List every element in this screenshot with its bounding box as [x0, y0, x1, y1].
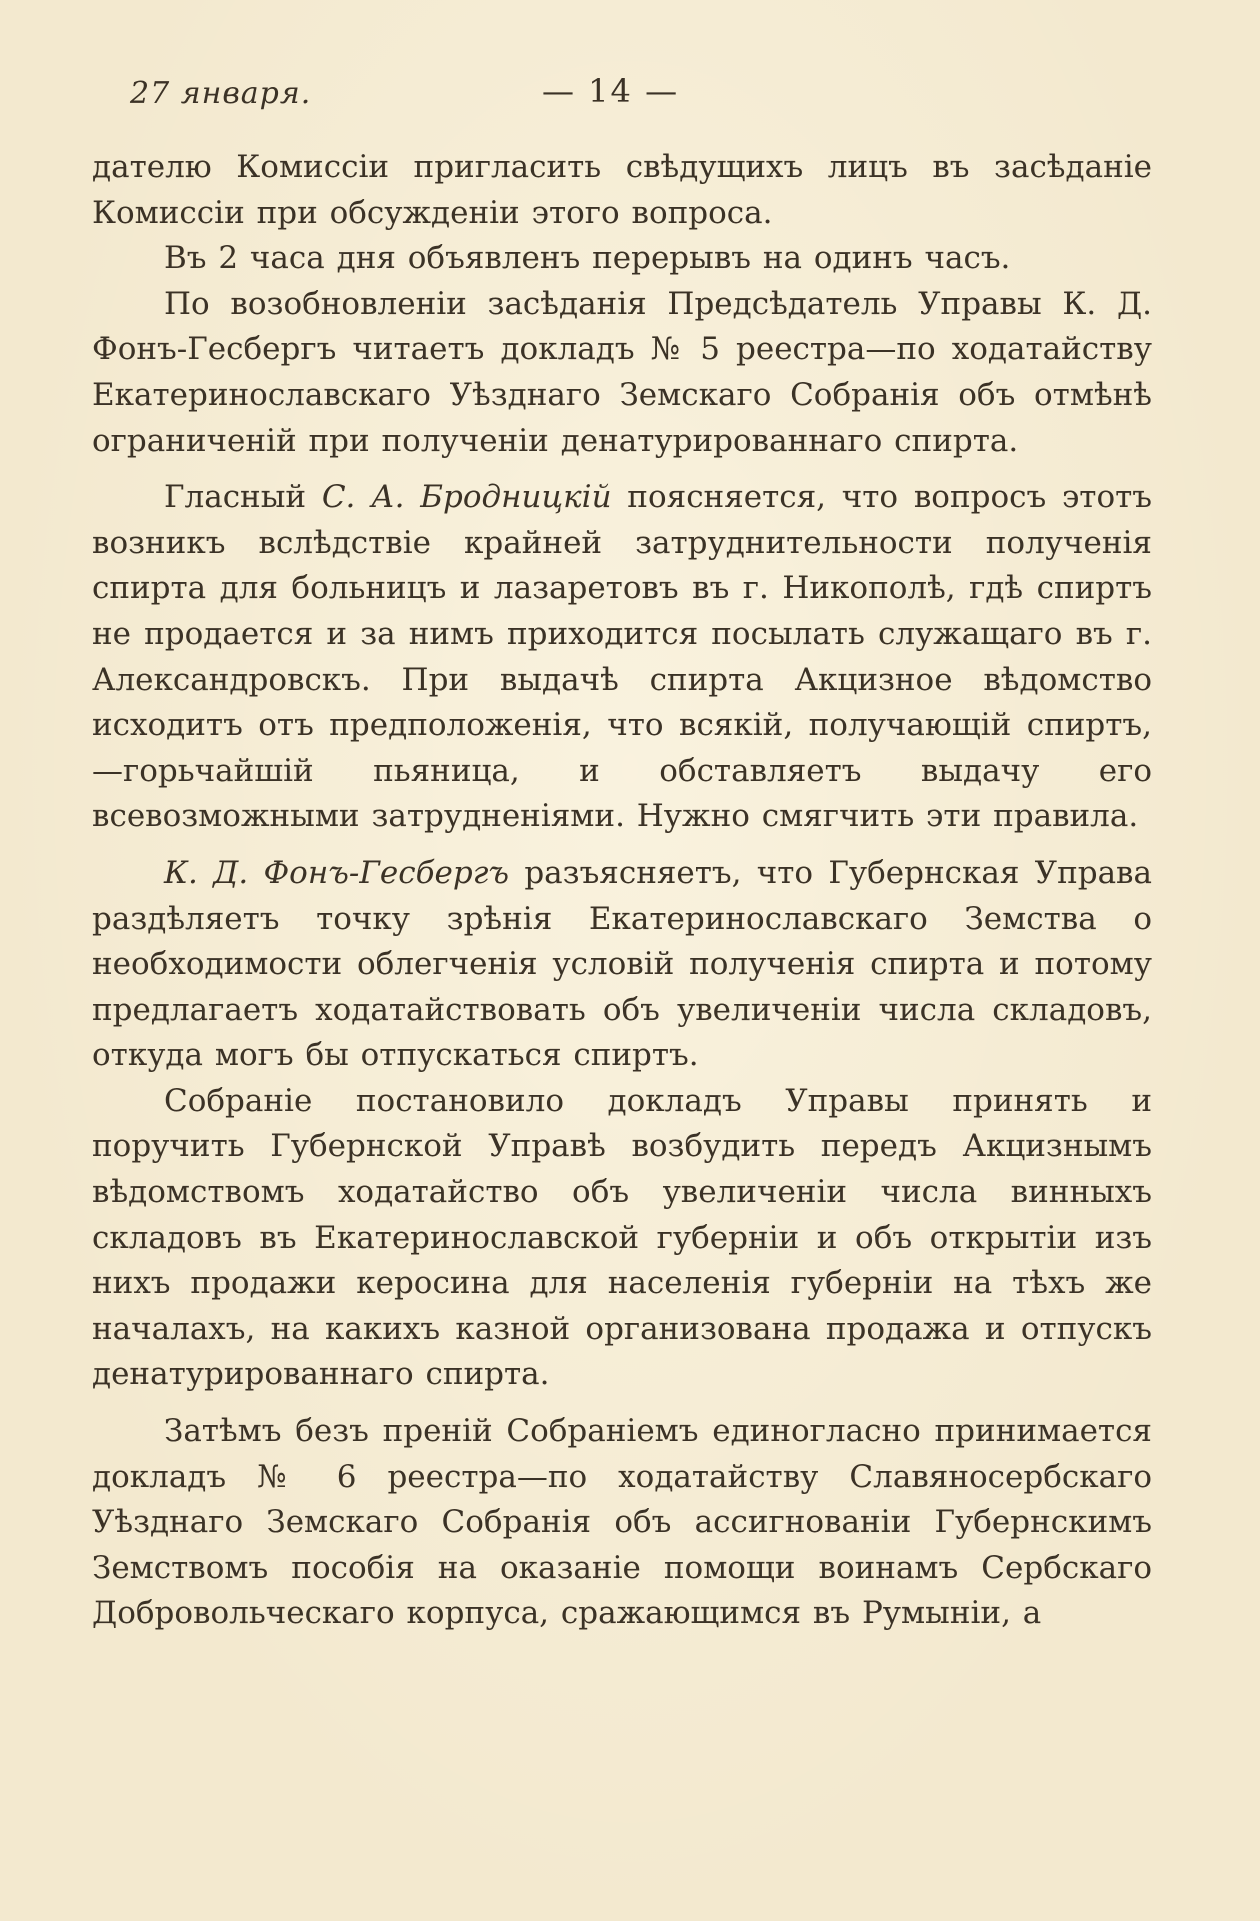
paragraph-7: Затѣмъ безъ преній Собраніемъ единогласно принимается докладъ № 6 реестра—по ходатайству Славяносербскаго Уѣзднаго Земскаго Собранія объ ассигнованіи Губернскимъ Земствомъ пособія на оказаніе помощи воинамъ Сербскаго Добровольческаго корпуса, сражающимся въ Румыніи, а — [92, 1413, 1152, 1632]
page-body — [92, 145, 1152, 1637]
paragraph-5 — [92, 851, 1152, 1079]
speaker-name: К. Д. Фонъ-Гесбергъ — [164, 854, 510, 891]
paragraph-5-text: разъясняетъ, что Губернская Управа раздѣляетъ точку зрѣнія Екатеринославскаго Земства о необходимости облегченія условій полученія спирта и потому предлагаетъ ходатайствовать объ увеличеніи числа складовъ, откуда могъ бы отпускаться спиртъ. — [92, 854, 1152, 1074]
speaker-name: С. А. Бродницкій — [321, 479, 612, 516]
header-date: 27 января. — [130, 76, 312, 111]
paragraph-4-pre: Гласный — [164, 479, 322, 516]
paragraph-4-text: поясняется, что вопросъ этотъ возникъ вслѣдствіе крайней затруднительности полученія спирта для больницъ и лазаретовъ въ г. Никополѣ, гдѣ спиртъ не продается и за нимъ приходится посылать служащаго въ г. Александровскъ. При выдачѣ спирта Акцизное вѣдомство исходитъ отъ предположенія, что всякій, получающій спиртъ,—горьчайшій пьяница, и обставляетъ выдачу его всевозможными затрудненіями. Нужно смягчить эти правила. — [92, 479, 1152, 835]
paragraph-1: дателю Комиссіи пригласить свѣдущихъ лицъ въ засѣданіе Комиссіи при обсужденіи этого вопроса. — [92, 149, 1152, 231]
paragraph-2: Въ 2 часа дня объявленъ перерывъ на одинъ часъ. — [164, 240, 1011, 277]
page-number: — 14 — — [542, 72, 680, 110]
paragraph-3: По возобновленіи засѣданія Предсѣдатель Управы К. Д. Фонъ-Гесбергъ читаетъ докладъ № 5 реестра—по ходатайству Екатеринославскаго Уѣзднаго Земскаго Собранія объ отмѣнѣ ограниченій при полученіи денатурированнаго спирта. — [92, 285, 1152, 459]
paragraph-4 — [92, 475, 1152, 840]
page-header — [92, 70, 1152, 120]
paragraph-6: Собраніе постановило докладъ Управы принять и поручить Губернской Управѣ возбудить передъ Акцизнымъ вѣдомствомъ ходатайство объ увеличеніи числа винныхъ складовъ въ Екатеринославской губерніи и объ открытіи изъ нихъ продажи керосина для населенія губерніи на тѣхъ же началахъ, на какихъ казной организована продажа и отпускъ денатурированнаго спирта. — [92, 1082, 1152, 1393]
